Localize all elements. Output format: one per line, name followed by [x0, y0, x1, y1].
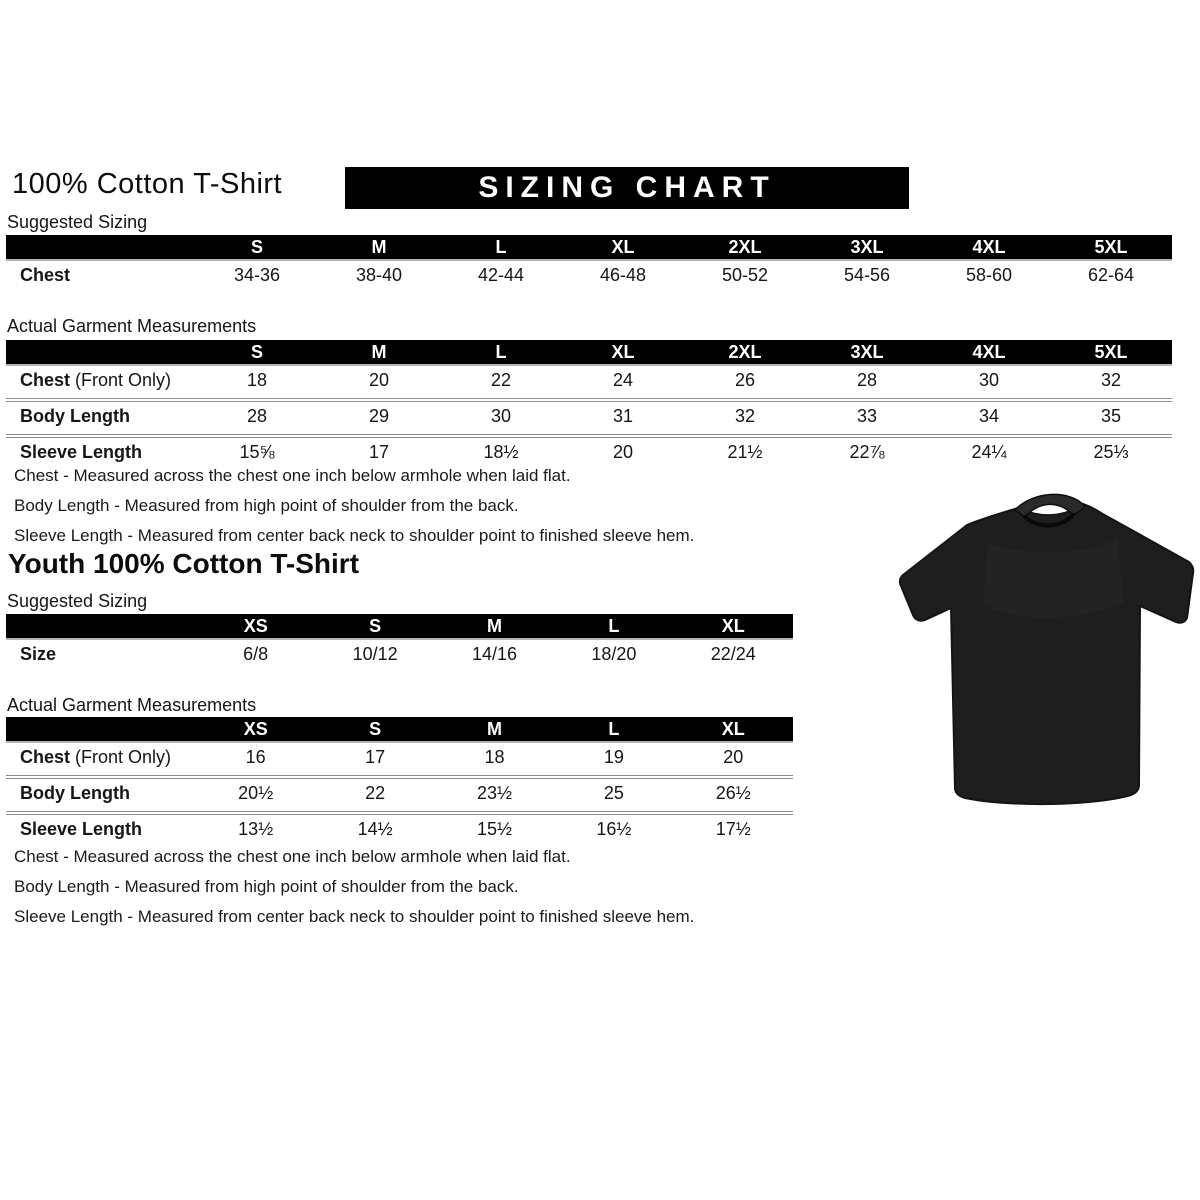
- measurement-value: 34-36: [196, 260, 318, 293]
- measurement-value: 30: [440, 400, 562, 436]
- size-column-header: XS: [196, 614, 315, 639]
- size-column-header: XL: [562, 340, 684, 365]
- size-column-header: 3XL: [806, 340, 928, 365]
- measurement-value: 15⅝: [196, 436, 318, 470]
- measurement-value: 20: [318, 365, 440, 400]
- measurement-value: 17: [318, 436, 440, 470]
- sizing-chart-banner: [345, 167, 909, 209]
- measurement-value: 22/24: [674, 639, 793, 672]
- youth-suggested-sizing-table: [6, 614, 793, 672]
- measurement-value: 17½: [674, 813, 793, 847]
- measurement-value: 10/12: [315, 639, 434, 672]
- measurement-value: 33: [806, 400, 928, 436]
- measurement-value: 35: [1050, 400, 1172, 436]
- measurement-value: 54-56: [806, 260, 928, 293]
- measurement-value: 21½: [684, 436, 806, 470]
- measurement-value: 32: [1050, 365, 1172, 400]
- youth-section-title: Youth 100% Cotton T-Shirt: [8, 548, 360, 579]
- measurement-value: 18: [435, 742, 554, 777]
- measurement-value: 25: [554, 777, 673, 813]
- size-column-header: S: [315, 614, 434, 639]
- size-header-row: [6, 340, 1172, 365]
- measurement-value: 24¼: [928, 436, 1050, 470]
- size-column-header: 5XL: [1050, 235, 1172, 260]
- size-column-header: L: [554, 614, 673, 639]
- size-column-header: 4XL: [928, 235, 1050, 260]
- measurement-value: 32: [684, 400, 806, 436]
- adult-section-title: 100% Cotton T-Shirt: [12, 168, 283, 200]
- measurement-value: 16½: [554, 813, 673, 847]
- note-body-length: Body Length - Measured from high point of shoulder from the back.: [14, 496, 519, 515]
- tshirt-body-shape: [900, 504, 1193, 804]
- measurement-value: 18: [196, 365, 318, 400]
- measurement-value: 14/16: [435, 639, 554, 672]
- table-row: [6, 400, 1172, 436]
- measurement-value: 22: [315, 777, 434, 813]
- row-label: Body Length: [6, 400, 196, 436]
- youth-actual-measurements-table: [6, 717, 793, 847]
- measurement-value: 31: [562, 400, 684, 436]
- row-label: Size: [6, 639, 196, 672]
- size-column-header: 5XL: [1050, 340, 1172, 365]
- adult-suggested-sizing-table: [6, 235, 1172, 293]
- note-body-length: Body Length - Measured from high point of shoulder from the back.: [14, 877, 519, 896]
- table-row: [6, 260, 1172, 293]
- size-column-header: XL: [674, 614, 793, 639]
- table-row: [6, 742, 793, 777]
- header-spacer-cell: [6, 717, 196, 742]
- size-column-header: M: [435, 717, 554, 742]
- size-header-row: [6, 614, 793, 639]
- note-chest: Chest - Measured across the chest one inch below armhole when laid flat.: [14, 847, 571, 866]
- adult-actual-measurements-table: [6, 340, 1172, 470]
- measurement-value: 22⅞: [806, 436, 928, 470]
- measurement-value: 25⅓: [1050, 436, 1172, 470]
- size-column-header: XS: [196, 717, 315, 742]
- youth-actual-measurements-label: Actual Garment Measurements: [7, 695, 257, 715]
- measurement-value: 17: [315, 742, 434, 777]
- header-spacer-cell: [6, 235, 196, 260]
- size-column-header: M: [318, 235, 440, 260]
- measurement-value: 14½: [315, 813, 434, 847]
- header-spacer-cell: [6, 340, 196, 365]
- measurement-value: 62-64: [1050, 260, 1172, 293]
- measurement-value: 16: [196, 742, 315, 777]
- measurement-value: 24: [562, 365, 684, 400]
- size-header-row: [6, 717, 793, 742]
- measurement-value: 58-60: [928, 260, 1050, 293]
- note-sleeve-length: Sleeve Length - Measured from center back neck to shoulder point to finished sleeve hem.: [14, 526, 695, 545]
- measurement-value: 26½: [674, 777, 793, 813]
- size-column-header: L: [554, 717, 673, 742]
- tshirt-collar: [1015, 494, 1085, 517]
- measurement-value: 42-44: [440, 260, 562, 293]
- size-column-header: S: [315, 717, 434, 742]
- row-label: Chest (Front Only): [6, 365, 196, 400]
- table-row: [6, 365, 1172, 400]
- row-label: Sleeve Length: [6, 436, 196, 470]
- measurement-value: 29: [318, 400, 440, 436]
- measurement-value: 46-48: [562, 260, 684, 293]
- black-tshirt-image: [893, 483, 1195, 808]
- size-column-header: 2XL: [684, 340, 806, 365]
- header-spacer-cell: [6, 614, 196, 639]
- row-label: Chest (Front Only): [6, 742, 196, 777]
- size-column-header: L: [440, 340, 562, 365]
- measurement-value: 30: [928, 365, 1050, 400]
- youth-measurement-notes: [14, 842, 694, 932]
- size-column-header: XL: [562, 235, 684, 260]
- measurement-value: 18½: [440, 436, 562, 470]
- adult-actual-measurements-label: Actual Garment Measurements: [7, 316, 257, 336]
- row-label: Chest: [6, 260, 196, 293]
- size-column-header: L: [440, 235, 562, 260]
- row-label: Sleeve Length: [6, 813, 196, 847]
- measurement-value: 20½: [196, 777, 315, 813]
- measurement-value: 38-40: [318, 260, 440, 293]
- size-column-header: 4XL: [928, 340, 1050, 365]
- row-label: Body Length: [6, 777, 196, 813]
- measurement-value: 28: [806, 365, 928, 400]
- adult-measurement-notes: [14, 461, 694, 551]
- note-sleeve-length: Sleeve Length - Measured from center back neck to shoulder point to finished sleeve hem.: [14, 907, 695, 926]
- measurement-value: 50-52: [684, 260, 806, 293]
- measurement-value: 23½: [435, 777, 554, 813]
- measurement-value: 22: [440, 365, 562, 400]
- note-chest: Chest - Measured across the chest one inch below armhole when laid flat.: [14, 466, 571, 485]
- measurement-value: 28: [196, 400, 318, 436]
- size-column-header: 3XL: [806, 235, 928, 260]
- table-row: [6, 777, 793, 813]
- size-column-header: XL: [674, 717, 793, 742]
- measurement-value: 15½: [435, 813, 554, 847]
- measurement-value: 18/20: [554, 639, 673, 672]
- measurement-value: 34: [928, 400, 1050, 436]
- measurement-value: 20: [674, 742, 793, 777]
- size-column-header: 2XL: [684, 235, 806, 260]
- size-column-header: M: [435, 614, 554, 639]
- size-header-row: [6, 235, 1172, 260]
- size-column-header: M: [318, 340, 440, 365]
- table-row: [6, 639, 793, 672]
- measurement-value: 19: [554, 742, 673, 777]
- adult-suggested-sizing-label: Suggested Sizing: [7, 212, 148, 232]
- sizing-chart-banner-text: SIZING CHART: [478, 171, 776, 204]
- size-column-header: S: [196, 235, 318, 260]
- size-column-header: S: [196, 340, 318, 365]
- measurement-value: 6/8: [196, 639, 315, 672]
- measurement-value: 20: [562, 436, 684, 470]
- measurement-value: 26: [684, 365, 806, 400]
- measurement-value: 13½: [196, 813, 315, 847]
- youth-suggested-sizing-label: Suggested Sizing: [7, 591, 148, 611]
